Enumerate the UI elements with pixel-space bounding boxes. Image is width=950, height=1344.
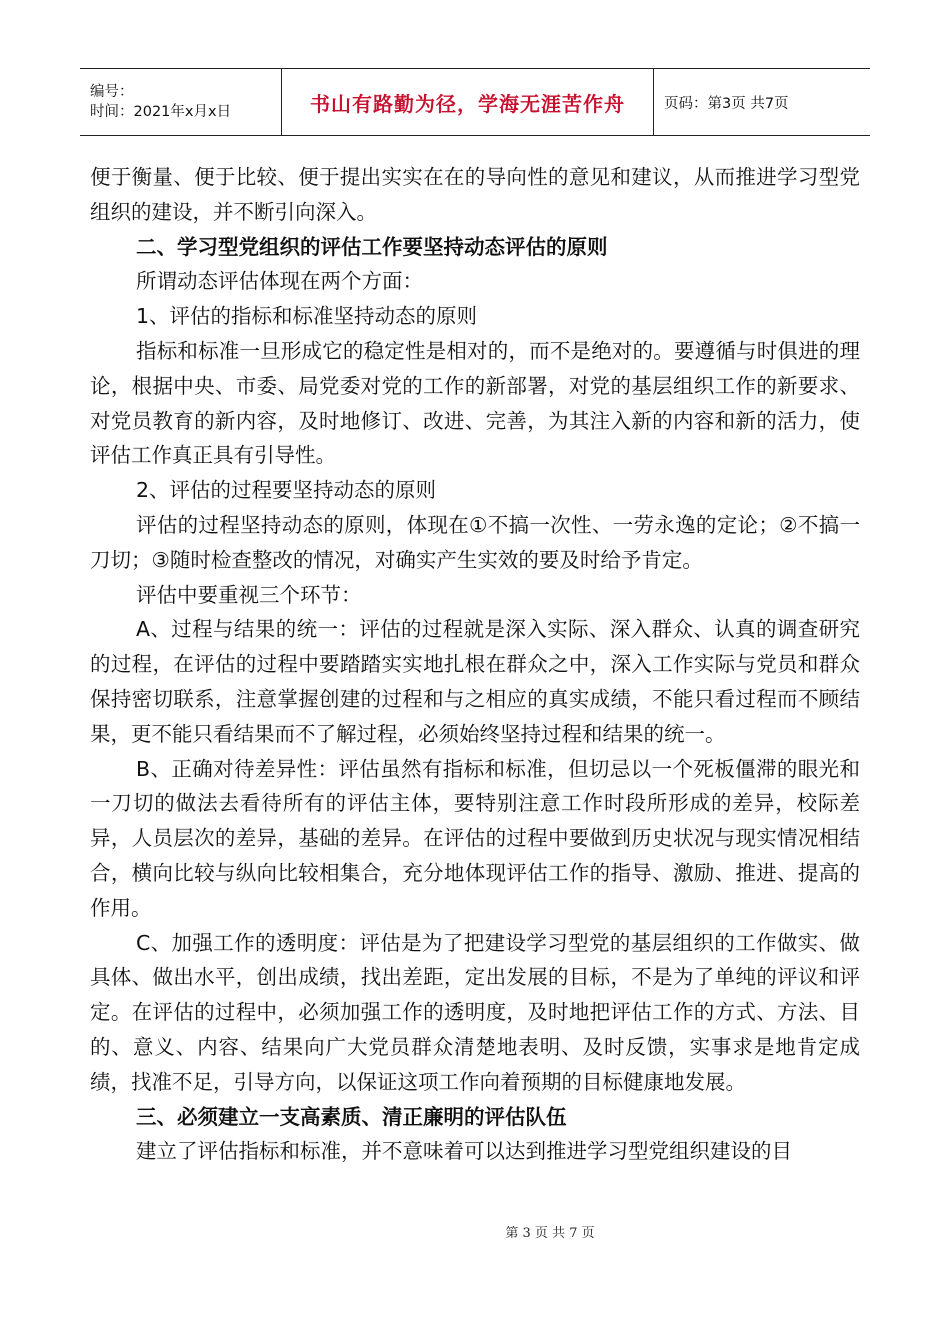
paragraph: 所谓动态评估体现在两个方面： [136, 269, 423, 294]
section-heading: 三、必须建立一支高素质、清正廉明的评估队伍 [136, 1104, 567, 1129]
time-label: 时间：2021年x月x日 [90, 104, 232, 120]
header-page-info: 页码：第3页 共7页 [664, 95, 789, 112]
page-header [80, 68, 870, 136]
subsection-heading: 1、评估的指标和标准坚持动态的原则 [136, 304, 478, 329]
document-body [90, 160, 860, 1169]
paragraph: 建立了评估指标和标准，并不意味着可以达到推进学习型党组织建设的目 [136, 1139, 792, 1164]
paragraph: 评估中要重视三个环节： [136, 582, 362, 607]
page-footer: 第 3 页 共 7 页 [505, 1226, 595, 1241]
paragraph: B、正确对待差异性：评估虽然有指标和标准，但切忌以一个死板僵滞的眼光和一刀切的做法去看待所有的评估主体，要特别注意工作时段所形成的差异，校际差异，人员层次的差异，基础的差异。在评估的过程中要做到历史状况与现实情况相结合，横向比较与纵向比较相集合，充分地体现评估工作的指导、激励、推进、提高的作用。 [90, 756, 860, 920]
paragraph: 便于衡量、便于比较、便于提出实实在在的导向性的意见和建议，从而推进学习型党组织的建设，并不断引向深入。 [90, 165, 860, 224]
paragraph: C、加强工作的透明度：评估是为了把建设学习型党的基层组织的工作做实、做具体、做出水平，创出成绩，找出差距，定出发展的目标，不是为了单纯的评议和评定。在评估的过程中，必须加强工作的透明度，及时地把评估工作的方式、方法、目的、意义、内容、结果向广大党员群众清楚地表明、及时反馈，实事求是地肯定成绩，找准不足，引导方向，以保证这项工作向着预期的目标健康地发展。 [90, 930, 860, 1094]
header-meta [80, 69, 282, 135]
paragraph: 指标和标准一旦形成它的稳定性是相对的，而不是绝对的。要遵循与时俱进的理论，根据中央、市委、局党委对党的工作的新部署，对党的基层组织工作的新要求、对党员教育的新内容，及时地修订、改进、完善，为其注入新的内容和新的活力，使评估工作真正具有引导性。 [90, 338, 860, 468]
section-heading: 二、学习型党组织的评估工作要坚持动态评估的原则 [136, 234, 608, 259]
number-label: 编号： [90, 84, 134, 100]
paragraph: A、过程与结果的统一：评估的过程就是深入实际、深入群众、认真的调查研究的过程，在评估的过程中要踏踏实实地扎根在群众之中，深入工作实际与党员和群众保持密切联系，注意掌握创建的过程和与之相应的真实成绩，不能只看过程而不顾结果，更不能只看结果而不了解过程，必须始终坚持过程和结果的统一。 [90, 617, 860, 746]
paragraph: 评估的过程坚持动态的原则，体现在①不搞一次性、一劳永逸的定论；②不搞一刀切；③随时检查整改的情况，对确实产生实效的要及时给予肯定。 [90, 512, 860, 572]
header-motto: 书山有路勤为径，学海无涯苦作舟 [282, 69, 654, 135]
subsection-heading: 2、评估的过程要坚持动态的原则 [136, 478, 437, 503]
